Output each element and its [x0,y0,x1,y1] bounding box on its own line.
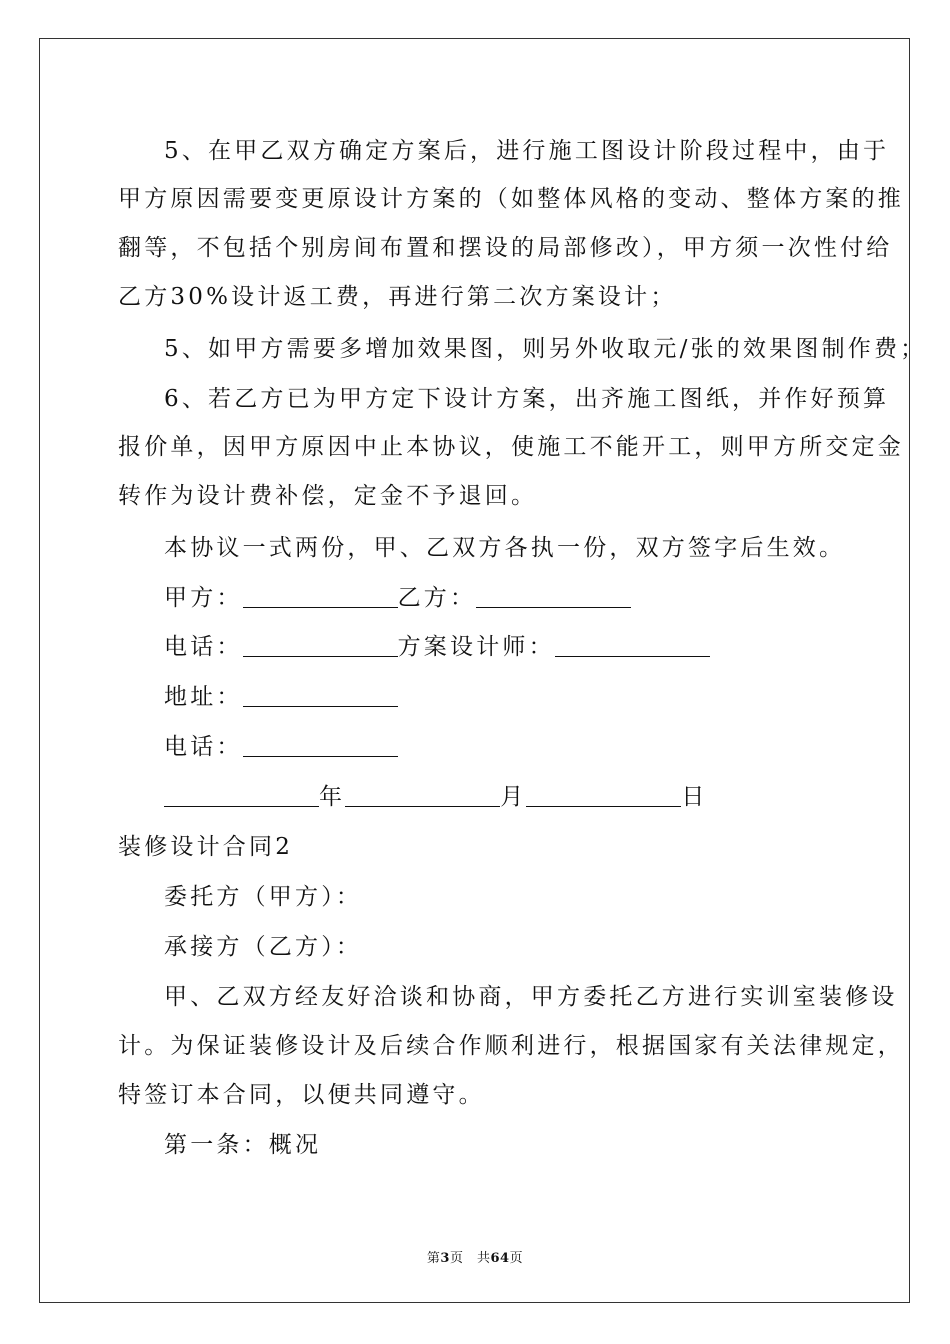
paragraph-line: 翻等，不包括个别房间布置和摆设的局部修改），甲方须一次性付给 [118,235,893,261]
paragraph-line: 甲方原因需要变更原设计方案的（如整体风格的变动、整体方案的推 [118,186,904,212]
paragraph-line: 转作为设计费补偿，定金不予退回。 [118,483,538,509]
paragraph-line: 报价单，因甲方原因中止本协议，使施工不能开工，则甲方所交定金 [118,434,904,460]
paragraph-line: 6、若乙方已为甲方定下设计方案，出齐施工图纸，并作好预算 [164,386,890,412]
designer-label: 方案设计师： [397,634,555,660]
address-blank [243,684,398,707]
signature-row-address [164,683,398,711]
party-a-label: 甲方： [164,585,243,611]
year-blank [164,784,319,807]
signature-row-parties [164,584,631,612]
year-label: 年 [319,784,346,810]
article-heading: 第一条：概况 [164,1132,322,1158]
contractor-label: 承接方（乙方）： [164,934,363,960]
day-blank [526,784,681,807]
signature-row-phone2 [164,733,398,761]
page-suffix: 页 [509,1251,524,1266]
contract-title: 装修设计合同2 [118,834,294,860]
party-b-label: 乙方： [397,585,477,611]
agreement-text: 本协议一式两份，甲、乙双方各执一份，双方签字后生效。 [164,535,846,561]
party-a-blank [243,585,398,608]
paragraph-line: 甲、乙双方经友好洽谈和协商，甲方委托乙方进行实训室装修设 [164,984,898,1010]
paragraph-line: 5、如甲方需要多增加效果图，则另外收取元/张的效果图制作费； [164,336,927,362]
phone2-blank [243,734,398,757]
page-total: 64 [490,1251,510,1266]
signature-row-phone [164,633,710,661]
paragraph-line: 特签订本合同，以便共同遵守。 [118,1082,485,1108]
month-label: 月 [500,784,527,810]
paragraph-line: 乙方30%设计返工费，再进行第二次方案设计； [118,284,677,310]
paragraph-line: 计。为保证装修设计及后续合作顺利进行，根据国家有关法律规定， [118,1033,904,1059]
designer-blank [555,634,710,657]
day-label: 日 [681,784,708,810]
paragraph-line: 5、在甲乙双方确定方案后，进行施工图设计阶段过程中，由于 [164,138,890,164]
client-label: 委托方（甲方）： [164,884,363,910]
date-row [164,783,708,811]
page-prefix: 第 [426,1251,441,1266]
page-footer [0,1247,950,1266]
party-b-blank [476,585,631,608]
phone-label: 电话： [164,634,243,660]
address-label: 地址： [164,684,243,710]
phone2-label: 电话： [164,734,243,760]
page-mid: 页 共 [449,1251,491,1266]
phone-blank [243,634,398,657]
page-border [39,38,910,1303]
page-current: 3 [440,1251,450,1266]
month-blank [345,784,500,807]
